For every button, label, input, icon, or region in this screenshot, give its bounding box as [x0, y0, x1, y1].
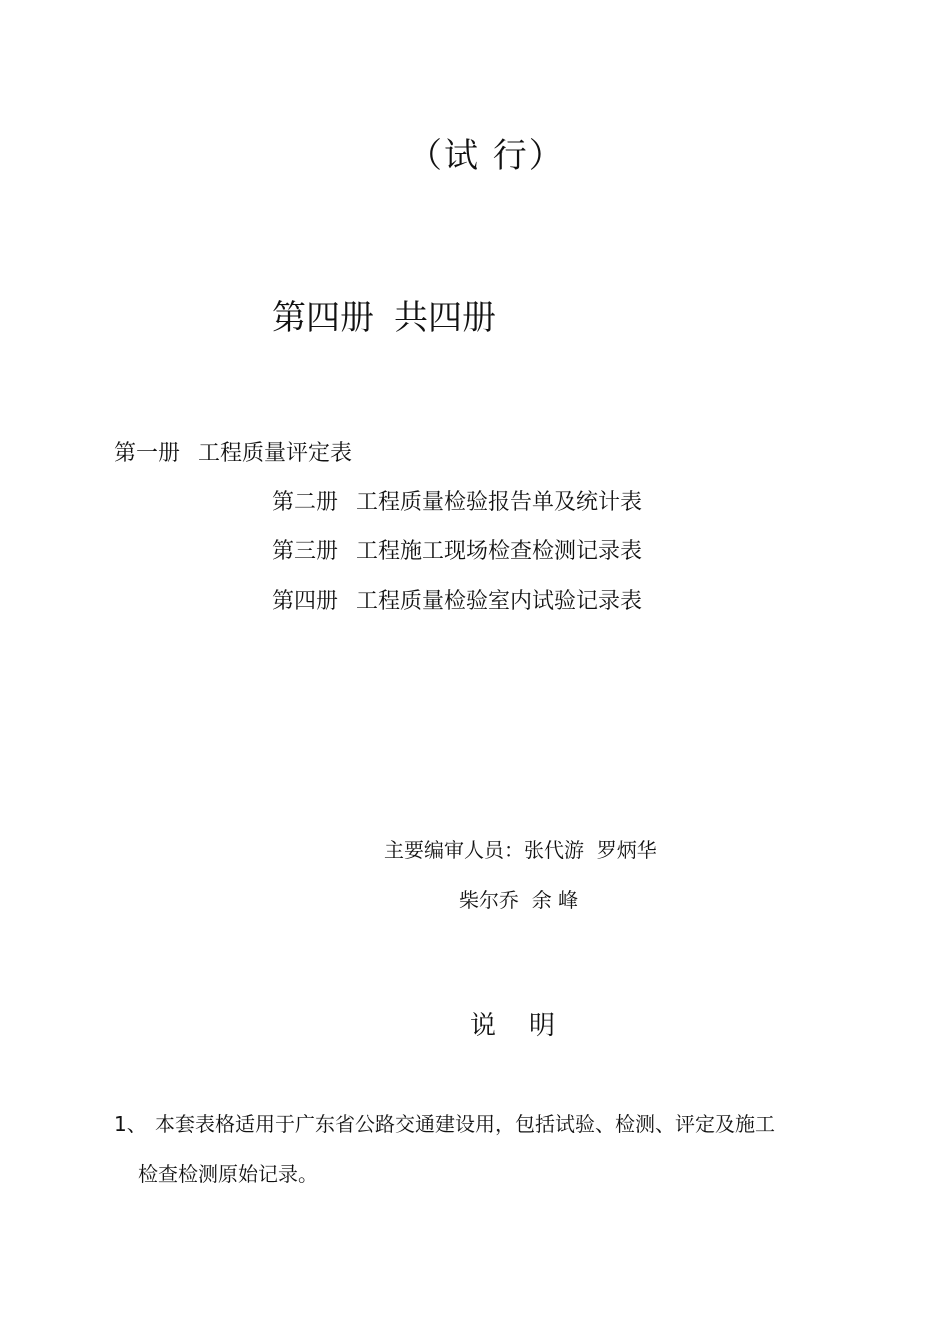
volume-number: 第三册: [272, 539, 339, 564]
volume-number: 第二册: [272, 490, 339, 515]
editors-line-2: 柴尔乔 余 峰: [459, 888, 579, 912]
volume-number: 第四册: [272, 589, 339, 614]
explanation-title: 说 明: [470, 1011, 556, 1041]
trial-label: （试 行）: [408, 136, 565, 176]
note-text-line-1: 本套表格适用于广东省公路交通建设用，包括试验、检测、评定及施工: [155, 1112, 775, 1136]
note-number: 1、: [114, 1112, 147, 1136]
volume-current: 第四册: [272, 298, 374, 338]
volume-list-item: [272, 584, 642, 615]
volume-list-item: [272, 534, 642, 565]
volume-name: 工程质量检验室内试验记录表: [356, 589, 643, 614]
volume-name: 工程施工现场检查检测记录表: [356, 539, 643, 564]
volume-number: 第一册: [114, 441, 181, 466]
volume-name: 工程质量检验报告单及统计表: [356, 490, 643, 515]
volume-title: [272, 290, 496, 339]
note-text-line-2: 检查检测原始记录。: [138, 1162, 318, 1186]
volume-name: 工程质量评定表: [198, 441, 353, 466]
volume-list-item: [114, 436, 352, 467]
editors-line-1: 主要编审人员：张代游 罗炳华: [384, 838, 657, 862]
volume-list-item: [272, 485, 642, 516]
volume-total: 共四册: [394, 298, 496, 338]
